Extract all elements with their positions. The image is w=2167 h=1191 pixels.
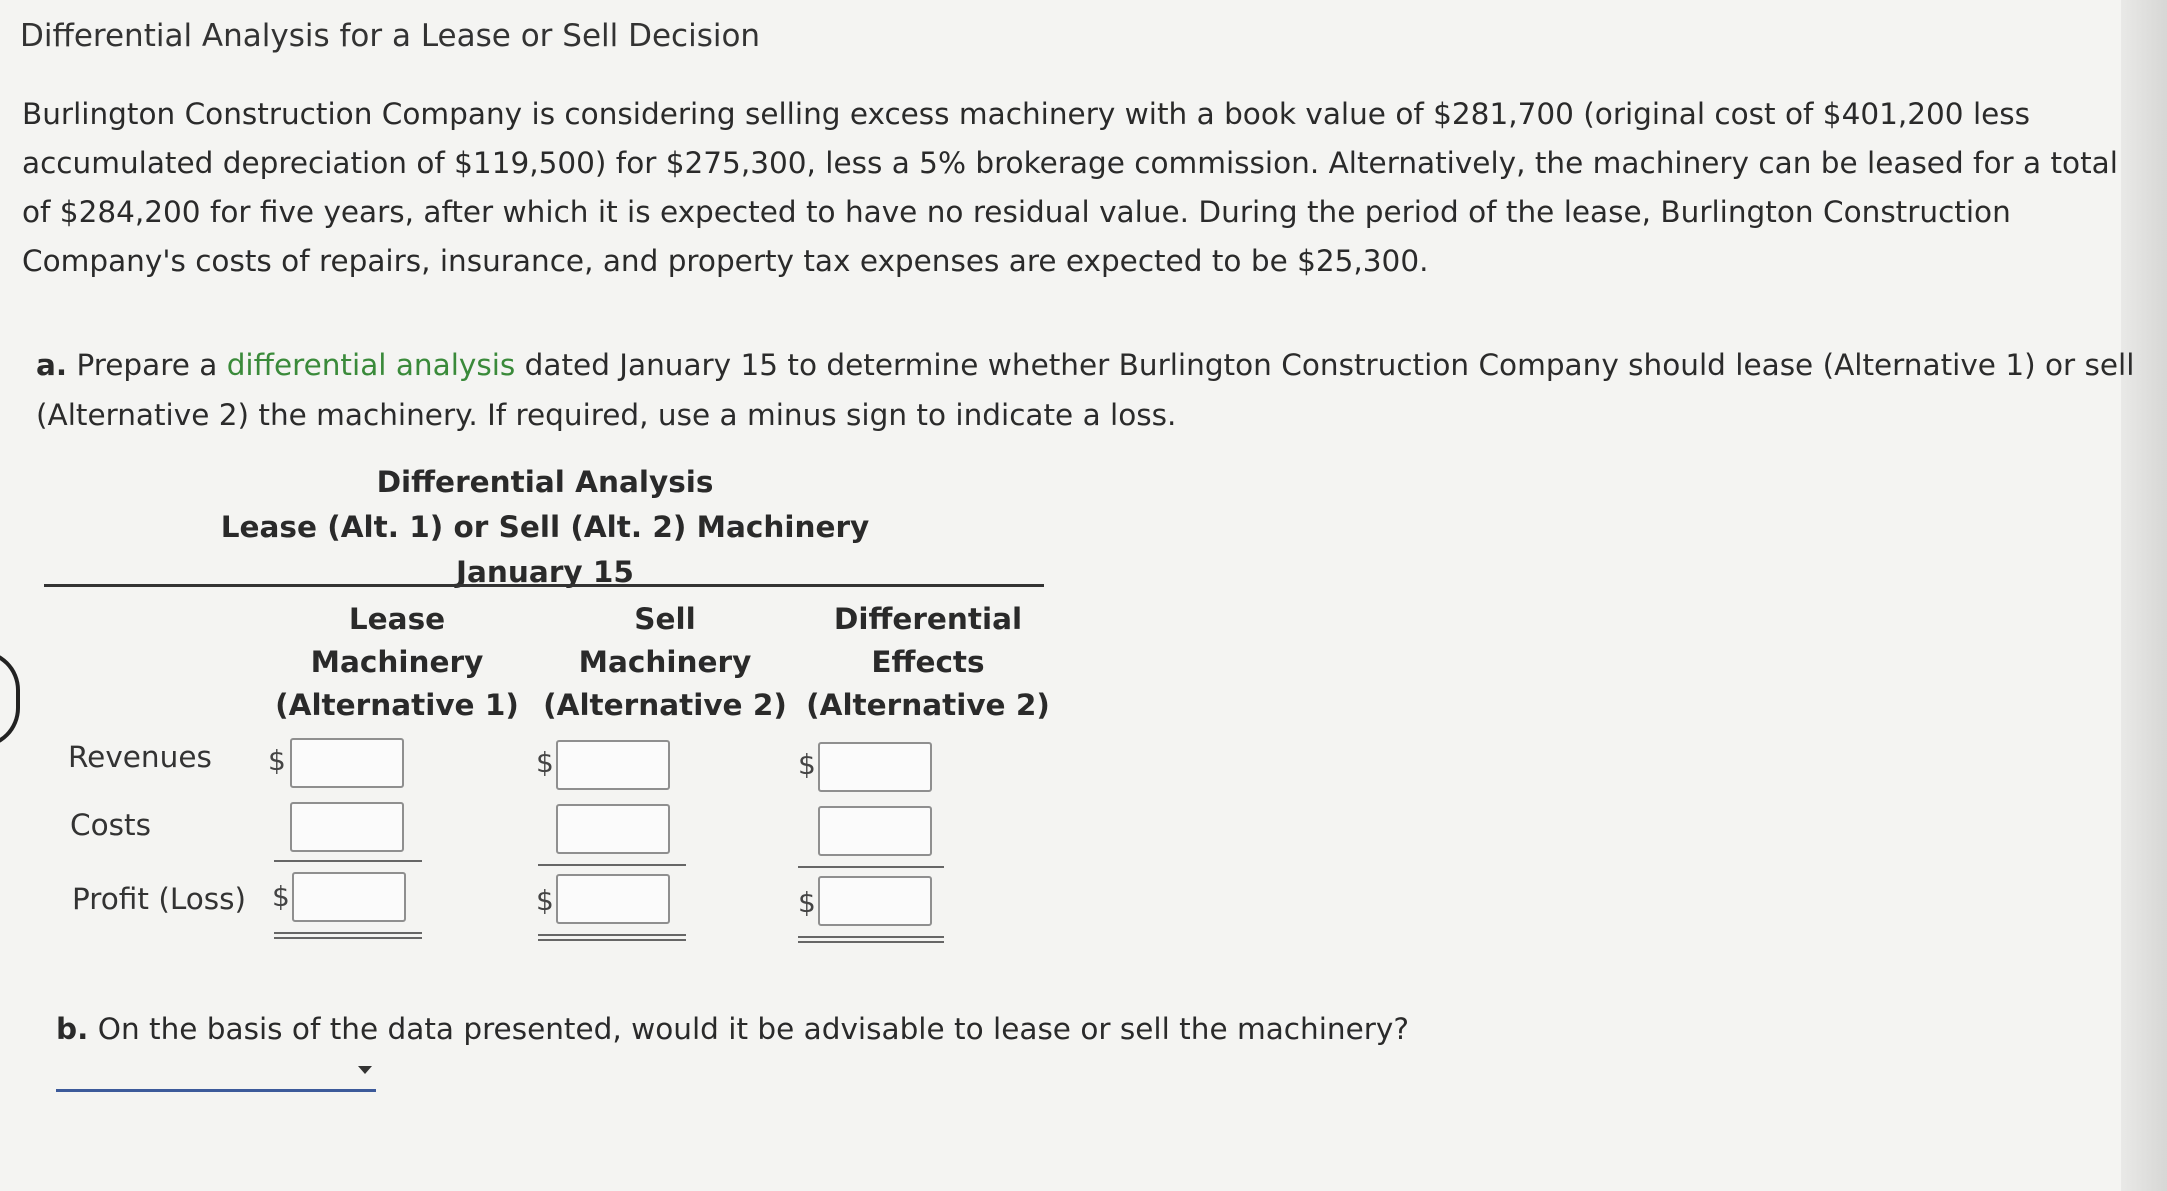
chevron-down-icon (358, 1066, 372, 1074)
lease-profit-input[interactable] (292, 872, 406, 922)
column-header-line: Machinery (578, 645, 752, 679)
row-label-revenues: Revenues (68, 740, 212, 774)
diff-profit-input[interactable] (818, 876, 932, 926)
sell-revenues-input[interactable] (556, 740, 670, 790)
lease-revenues-input[interactable] (290, 738, 404, 788)
column-header-line: Differential (833, 602, 1023, 636)
column-header-line: (Alternative 1) (275, 688, 519, 722)
column-header-lease (262, 598, 532, 727)
currency-symbol: $ (798, 748, 816, 781)
table-heading-rule (44, 584, 1044, 587)
part-a-suffix: dated January 15 to determine whether Burlington Construction Company should lease (Alternative 1) or sell (Alternative 2) the machinery. If required, use a minus sign to indicate a loss. (36, 348, 2135, 432)
subtotal-rule (274, 860, 422, 862)
table-heading (40, 460, 1050, 595)
column-header-line: Lease (348, 602, 446, 636)
sell-costs-input[interactable] (556, 804, 670, 854)
lease-or-sell-dropdown[interactable] (56, 1058, 376, 1092)
currency-symbol: $ (536, 746, 554, 779)
column-header-differential (798, 598, 1058, 727)
column-header-line: (Alternative 2) (543, 688, 787, 722)
part-b-letter: b. (56, 1012, 89, 1046)
currency-symbol: $ (272, 880, 290, 913)
lease-costs-input[interactable] (290, 802, 404, 852)
part-a-instructions (36, 340, 2136, 440)
part-a-letter: a. (36, 348, 68, 382)
row-label-costs: Costs (70, 808, 151, 842)
total-double-rule (274, 932, 422, 939)
part-a-prefix: Prepare a (76, 348, 218, 382)
problem-statement: Burlington Construction Company is considering selling excess machinery with a book value of $281,700 (original cost of $401,200 less accumulated depreciation of $119,500) for $275,300, less a 5% brokerage commission. Alternatively, the machinery can be leased for a total of $284,200 for five years, after which it is expected to have no residual value. During the period of the lease, Burlington Construction Company's costs of repairs, insurance, and property tax expenses are expected to be $25,300. (22, 97, 2118, 278)
page-title: Differential Analysis for a Lease or Sell Decision (20, 18, 761, 54)
subtotal-rule (538, 864, 686, 866)
diff-costs-input[interactable] (818, 806, 932, 856)
partial-bracket-decoration (0, 650, 20, 748)
table-heading-title: Differential Analysis (376, 465, 714, 499)
subtotal-rule (798, 866, 944, 868)
part-b-text: On the basis of the data presented, would it be advisable to lease or sell the machinery? (97, 1012, 1409, 1046)
column-header-line: Effects (871, 645, 985, 679)
total-double-rule (538, 934, 686, 941)
part-b-question (56, 1012, 1409, 1046)
column-header-sell (530, 598, 800, 727)
currency-symbol: $ (536, 884, 554, 917)
column-header-line: (Alternative 2) (806, 688, 1050, 722)
column-header-line: Machinery (310, 645, 484, 679)
diff-revenues-input[interactable] (818, 742, 932, 792)
row-label-profit-loss: Profit (Loss) (72, 882, 247, 916)
table-heading-date: January 15 (456, 555, 634, 589)
total-double-rule (798, 936, 944, 943)
column-header-line: Sell (634, 602, 696, 636)
currency-symbol: $ (798, 886, 816, 919)
sell-profit-input[interactable] (556, 874, 670, 924)
currency-symbol: $ (268, 744, 286, 777)
glossary-link-differential-analysis[interactable]: differential analysis (226, 348, 516, 382)
screen-edge (2121, 0, 2167, 1191)
table-heading-subtitle: Lease (Alt. 1) or Sell (Alt. 2) Machinery (220, 510, 870, 544)
